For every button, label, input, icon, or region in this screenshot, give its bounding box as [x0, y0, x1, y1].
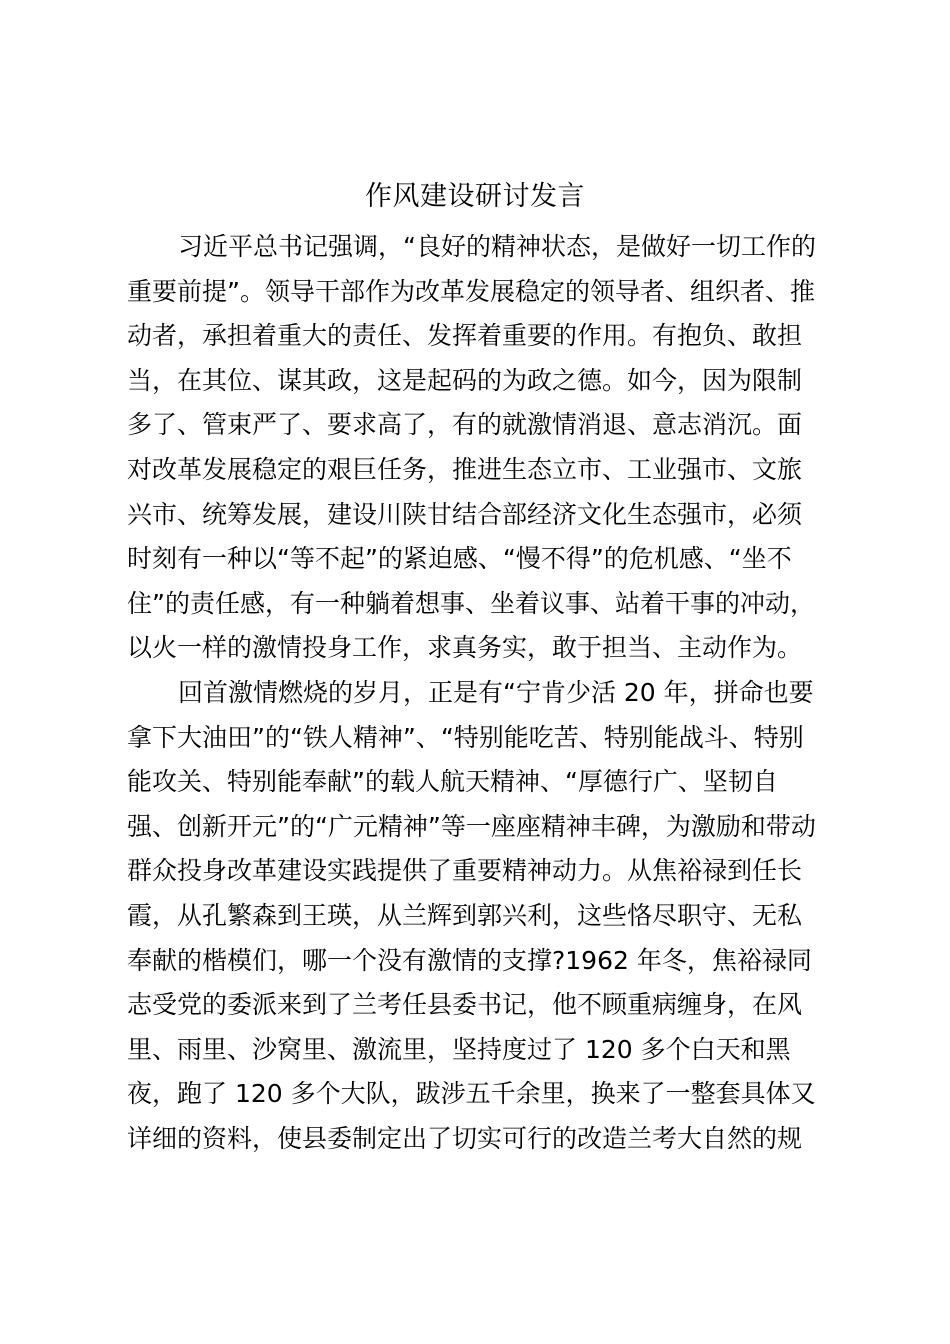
text-line: 霞，从孔繁森到王瑛，从兰辉到郭兴利，这些恪尽职守、无私	[127, 900, 803, 930]
text-line: 夜，跑了 120 多个大队，跋涉五千余里，换来了一整套具体又	[127, 1079, 816, 1109]
text-line: 强、创新开元”的“广元精神”等一座座精神丰碑，为激励和带动	[127, 811, 816, 841]
text-line: 动者，承担着重大的责任、发挥着重要的作用。有抱负、敢担	[127, 321, 803, 351]
document-body	[127, 225, 833, 1161]
text-line: 习近平总书记强调，“良好的精神状态，是做好一切工作的	[178, 232, 816, 261]
text-line: 多了、管束严了、要求高了，有的就激情消退、意志消沉。面	[127, 410, 803, 440]
text-line: 对改革发展稳定的艰巨任务，推进生态立市、工业强市、文旅	[127, 454, 803, 484]
text-line: 志受党的委派来到了兰考任县委书记，他不顾重病缠身，在风	[127, 990, 803, 1020]
text-line: 住”的责任感，有一种躺着想事、坐着议事、站着干事的冲动，	[127, 588, 815, 618]
text-line: 能攻关、特别能奉献”的载人航天精神、“厚德行广、坚韧自	[127, 767, 778, 797]
text-line: 里、雨里、沙窝里、激流里，坚持度过了 120 多个白天和黑	[127, 1034, 791, 1064]
text-line: 时刻有一种以“等不起”的紧迫感、“慢不得”的危机感、“坐不	[127, 544, 792, 574]
paragraph-1	[127, 225, 833, 671]
paragraph-2	[127, 671, 833, 1162]
text-line: 拿下大油田”的“铁人精神”、“特别能吃苦、特别能战斗、特别	[127, 722, 804, 752]
document-title: 作风建设研讨发言	[365, 181, 585, 212]
text-line: 兴市、统筹发展，建设川陕甘结合部经济文化生态强市，必须	[127, 499, 803, 529]
text-line: 回首激情燃烧的岁月，正是有“宁肯少活 20 年，拼命也要	[178, 677, 814, 707]
text-line: 重要前提”。领导干部作为改革发展稳定的领导者、组织者、推	[127, 276, 815, 306]
text-line: 当，在其位、谋其政，这是起码的为政之德。如今，因为限制	[127, 365, 803, 395]
text-line: 以火一样的激情投身工作，求真务实，敢于担当、主动作为。	[127, 633, 803, 663]
text-line: 群众投身改革建设实践提供了重要精神动力。从焦裕禄到任长	[127, 856, 803, 886]
text-line: 奉献的楷模们，哪一个没有激情的支撑?1962 年冬，焦裕禄同	[127, 945, 812, 975]
text-line: 详细的资料，使县委制定出了切实可行的改造兰考大自然的规	[127, 1123, 803, 1153]
